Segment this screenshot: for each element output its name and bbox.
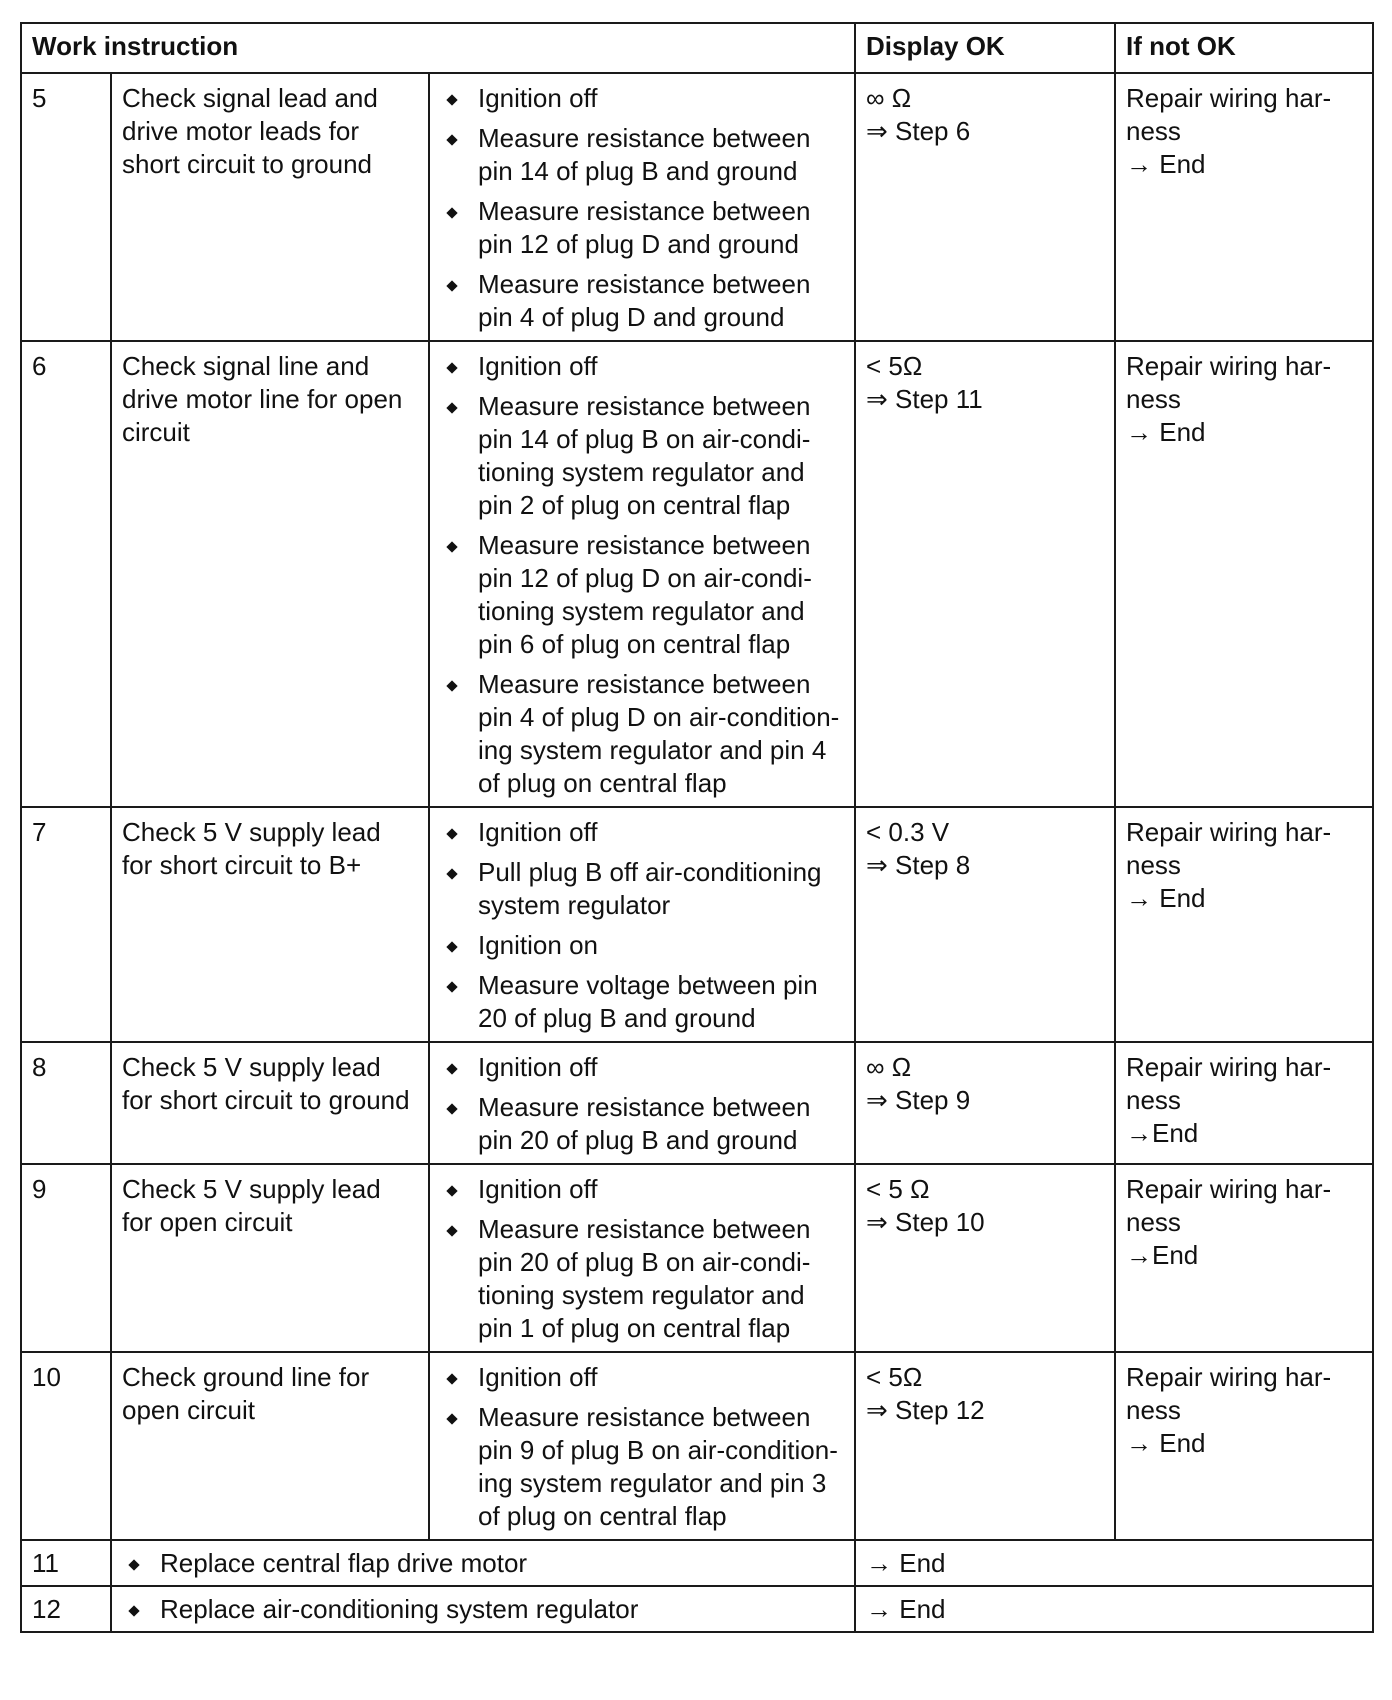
instruction-text: Measure resistance between pin 9 of plug B on air-condition-ing system regulator and pin 3 of plug on central flap	[478, 1402, 838, 1531]
instruction-text: Ignition off	[478, 351, 598, 381]
check-description: Check signal lead and drive motor leads for short circuit to ground	[111, 73, 429, 341]
instruction-text: Ignition off	[478, 817, 598, 847]
final-result: → End	[855, 1586, 1373, 1632]
instruction-text: Measure resistance between pin 12 of plug D and ground	[478, 196, 811, 259]
bullet-diamond-icon	[446, 1185, 457, 1196]
display-ok-cell	[855, 807, 1115, 1042]
instruction-list	[440, 816, 844, 1035]
if-not-ok-end: → End	[1126, 1428, 1206, 1458]
if-not-ok-end: →End	[1126, 1118, 1199, 1148]
step-number: 6	[21, 341, 111, 807]
instruction-list	[440, 1173, 844, 1345]
if-not-ok-action: Repair wiring har-ness	[1126, 817, 1332, 880]
step-number: 7	[21, 807, 111, 1042]
bullet-diamond-icon	[446, 1063, 457, 1074]
instruction-text: Ignition off	[478, 1362, 598, 1392]
instruction-item	[440, 1091, 844, 1157]
step-number: 10	[21, 1352, 111, 1540]
instruction-list-cell	[429, 1042, 855, 1164]
instruction-item	[440, 929, 844, 962]
instruction-list	[440, 82, 844, 334]
instruction-item	[440, 816, 844, 849]
if-not-ok-action: Repair wiring har-ness	[1126, 1052, 1332, 1115]
bullet-diamond-icon	[446, 1103, 457, 1114]
bullet-diamond-icon	[446, 207, 457, 218]
table-row	[21, 1586, 1373, 1632]
display-next-step: ⇒ Step 11	[866, 384, 983, 414]
bullet-diamond-icon	[446, 868, 457, 879]
instruction-list	[440, 350, 844, 800]
display-value: ∞ Ω	[866, 83, 912, 113]
instruction-item	[440, 350, 844, 383]
header-display-ok: Display OK	[855, 23, 1115, 73]
table-row	[21, 1352, 1373, 1540]
bullet-diamond-icon	[446, 362, 457, 373]
instruction-text: Measure resistance between pin 14 of plug B on air-condi-tioning system regulator and pin 2 of plug on central flap	[478, 391, 811, 520]
instruction-text: Measure resistance between pin 20 of plug B and ground	[478, 1092, 811, 1155]
bullet-diamond-icon	[446, 1373, 457, 1384]
check-description: Check 5 V supply lead for open circuit	[111, 1164, 429, 1352]
if-not-ok-action: Repair wiring har-ness	[1126, 83, 1332, 146]
table-row	[21, 1042, 1373, 1164]
instruction-text: Ignition off	[478, 1052, 598, 1082]
bullet-diamond-icon	[446, 1225, 457, 1236]
display-next-step: ⇒ Step 8	[866, 850, 971, 880]
table-row	[21, 1164, 1373, 1352]
bullet-diamond-icon	[128, 1559, 139, 1570]
instruction-item	[440, 1213, 844, 1345]
instruction-item	[440, 122, 844, 188]
instruction-list-cell	[429, 1352, 855, 1540]
display-ok-cell	[855, 341, 1115, 807]
if-not-ok-action: Repair wiring har-ness	[1126, 1362, 1332, 1425]
instruction-item	[122, 1547, 844, 1580]
instruction-text: Ignition off	[478, 1174, 598, 1204]
instruction-list-cell	[429, 341, 855, 807]
instruction-item	[440, 668, 844, 800]
if-not-ok-end: → End	[1126, 149, 1206, 179]
header-row	[21, 23, 1373, 73]
bullet-diamond-icon	[446, 828, 457, 839]
instruction-text: Replace central flap drive motor	[160, 1548, 528, 1578]
instruction-text: Measure resistance between pin 12 of plug D on air-condi-tioning system regulator and pin 6 of plug on central flap	[478, 530, 812, 659]
table-row	[21, 807, 1373, 1042]
instruction-item	[440, 268, 844, 334]
instruction-list-cell	[429, 1164, 855, 1352]
display-ok-cell	[855, 73, 1115, 341]
bullet-diamond-icon	[446, 402, 457, 413]
display-next-step: ⇒ Step 10	[866, 1207, 985, 1237]
instruction-text: Measure resistance between pin 14 of plug B and ground	[478, 123, 811, 186]
instruction-text: Ignition on	[478, 930, 598, 960]
step-number: 8	[21, 1042, 111, 1164]
check-description: Check 5 V supply lead for short circuit to ground	[111, 1042, 429, 1164]
table-row	[21, 73, 1373, 341]
display-next-step: ⇒ Step 12	[866, 1395, 985, 1425]
step-number: 12	[21, 1586, 111, 1632]
if-not-ok-cell	[1115, 73, 1373, 341]
instruction-item	[440, 969, 844, 1035]
instruction-item	[440, 195, 844, 261]
instruction-text: Measure resistance between pin 4 of plug D on air-condition-ing system regulator and pin 4 of plug on central flap	[478, 669, 840, 798]
if-not-ok-cell	[1115, 341, 1373, 807]
bullet-diamond-icon	[446, 941, 457, 952]
work-instruction-table	[20, 22, 1374, 1633]
display-value: ∞ Ω	[866, 1052, 912, 1082]
if-not-ok-action: Repair wiring har-ness	[1126, 1174, 1332, 1237]
instruction-item	[440, 856, 844, 922]
instruction-item	[122, 1593, 844, 1626]
bullet-diamond-icon	[128, 1605, 139, 1616]
display-ok-cell	[855, 1042, 1115, 1164]
step-number: 11	[21, 1540, 111, 1586]
check-description: Check signal line and drive motor line for open circuit	[111, 341, 429, 807]
instruction-item	[440, 82, 844, 115]
bullet-diamond-icon	[446, 94, 457, 105]
instruction-item	[440, 1051, 844, 1084]
display-next-step: ⇒ Step 9	[866, 1085, 971, 1115]
check-description: Check 5 V supply lead for short circuit to B+	[111, 807, 429, 1042]
bullet-diamond-icon	[446, 134, 457, 145]
display-value: < 5 Ω	[866, 1174, 930, 1204]
instruction-item	[440, 1173, 844, 1206]
instruction-text: Measure voltage between pin 20 of plug B and ground	[478, 970, 818, 1033]
header-work-instruction: Work instruction	[21, 23, 855, 73]
display-value: < 5Ω	[866, 1362, 923, 1392]
instruction-text: Ignition off	[478, 83, 598, 113]
final-instruction-cell	[111, 1586, 855, 1632]
step-number: 9	[21, 1164, 111, 1352]
display-ok-cell	[855, 1164, 1115, 1352]
bullet-diamond-icon	[446, 680, 457, 691]
bullet-diamond-icon	[446, 541, 457, 552]
instruction-text: Replace air-conditioning system regulator	[160, 1594, 639, 1624]
instruction-item	[440, 1401, 844, 1533]
instruction-list-cell	[429, 73, 855, 341]
if-not-ok-end: → End	[1126, 883, 1206, 913]
display-value: < 5Ω	[866, 351, 923, 381]
if-not-ok-action: Repair wiring har-ness	[1126, 351, 1332, 414]
if-not-ok-cell	[1115, 807, 1373, 1042]
instruction-item	[440, 390, 844, 522]
instruction-text: Pull plug B off air-conditioning system regulator	[478, 857, 822, 920]
if-not-ok-end: → End	[1126, 417, 1206, 447]
header-if-not-ok: If not OK	[1115, 23, 1373, 73]
instruction-text: Measure resistance between pin 20 of plug B on air-condi-tioning system regulator and pin 1 of plug on central flap	[478, 1214, 811, 1343]
display-next-step: ⇒ Step 6	[866, 116, 971, 146]
table-row	[21, 1540, 1373, 1586]
instruction-item	[440, 529, 844, 661]
final-result: → End	[855, 1540, 1373, 1586]
final-instruction-cell	[111, 1540, 855, 1586]
instruction-list-cell	[429, 807, 855, 1042]
bullet-diamond-icon	[446, 1413, 457, 1424]
if-not-ok-end: →End	[1126, 1240, 1199, 1270]
if-not-ok-cell	[1115, 1164, 1373, 1352]
instruction-text: Measure resistance between pin 4 of plug D and ground	[478, 269, 811, 332]
if-not-ok-cell	[1115, 1042, 1373, 1164]
instruction-list	[440, 1361, 844, 1533]
display-ok-cell	[855, 1352, 1115, 1540]
table-row	[21, 341, 1373, 807]
display-value: < 0.3 V	[866, 817, 950, 847]
bullet-diamond-icon	[446, 280, 457, 291]
instruction-item	[440, 1361, 844, 1394]
bullet-diamond-icon	[446, 981, 457, 992]
if-not-ok-cell	[1115, 1352, 1373, 1540]
check-description: Check ground line for open circuit	[111, 1352, 429, 1540]
instruction-list	[440, 1051, 844, 1157]
step-number: 5	[21, 73, 111, 341]
